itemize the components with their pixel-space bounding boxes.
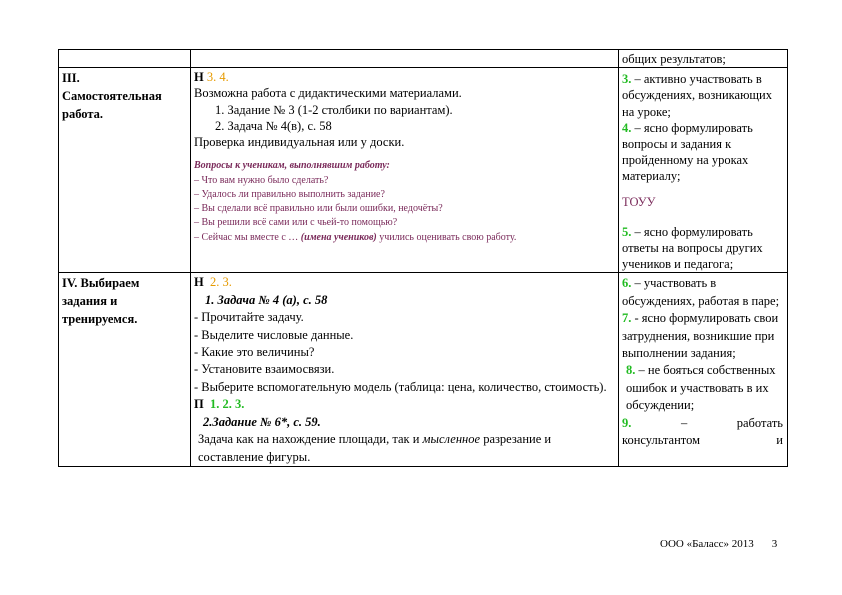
level-marker: Н [194, 70, 204, 85]
task-description: Задача как на нахождение площади, так и мысленное разрезание и составление фигуры. [198, 432, 552, 464]
stage-title-line: задания и [62, 294, 118, 309]
skill-item: 8. – не бояться собственных ошибок и участвовать в их обсуждении; [626, 363, 776, 413]
question-item: – Вы сделали всё правильно или были ошибки, недочёты? [194, 203, 443, 215]
table-row [59, 50, 788, 68]
check-text: Проверка индивидуальная или у доски. [194, 135, 405, 150]
instruction-line: - Какие это величины? [194, 345, 315, 360]
instruction-line: - Выберите вспомогательную модель (таблица: цена, количество, стоимость). [194, 379, 607, 394]
task-item: 2. Задача № 4(в), с. 58 [215, 118, 332, 133]
skill-item: 6. – участвовать в обсуждениях, работая в паре; [622, 276, 780, 308]
question-item: – Сейчас мы вместе с … (имена учеников) учились оценивать свою работу. [194, 231, 517, 243]
table-row [59, 273, 788, 466]
instruction-line: - Установите взаимосвязи. [194, 362, 335, 377]
questions-block [194, 159, 614, 245]
stage-number: III. [62, 71, 80, 86]
level-marker: П [194, 397, 204, 412]
skills-cell [619, 273, 788, 466]
task-item: 1. Задание № 3 (1-2 столбики по вариантам). [215, 102, 453, 117]
stage-cell-training [59, 273, 191, 466]
skill-item: 5. – ясно формулировать ответы на вопросы других учеников и педагога; [622, 224, 763, 272]
stage-title-line: работа. [62, 107, 104, 122]
skill-item: 9. – работать консультантом и [622, 415, 783, 448]
question-item: – Вы решили всё сами или с чьей-то помощью? [194, 217, 398, 229]
level-numbers: 2. 3. [209, 275, 232, 290]
skill-item: 7. - ясно формулировать свои затруднения, возникшие при выполнении задания; [622, 311, 779, 361]
page-number: 3 [771, 538, 778, 550]
cell-results [619, 50, 788, 68]
instruction-line: - Выделите числовые данные. [194, 327, 354, 342]
level-marker: Н [194, 275, 204, 290]
skills-cell [619, 68, 788, 273]
activity-cell [191, 273, 619, 466]
touu-label: ТОУУ [622, 194, 656, 209]
stage-cell-independent-work [59, 68, 191, 273]
skill-item: 3. – активно участвовать в обсуждениях, возникающих на уроке; [622, 72, 772, 119]
questions-title: Вопросы к ученикам, выполнявшим работу: [194, 160, 390, 172]
instruction-line: - Прочитайте задачу. [194, 310, 304, 325]
skill-item: 4. – ясно формулировать вопросы и задания к пройденному на уроках материалу; [622, 120, 753, 184]
question-item: – Удалось ли правильно выполнить задание? [194, 188, 385, 200]
stage-title-line: Самостоятельная [62, 89, 162, 104]
task-heading: 2.Задание № 6*, с. 59. [203, 414, 321, 429]
cell-empty [59, 50, 191, 68]
table-row [59, 68, 788, 273]
stage-title-line: IV. Выбираем [62, 276, 140, 291]
activity-cell [191, 68, 619, 273]
intro-text: Возможна работа с дидактическими материалами. [194, 86, 462, 101]
question-item: – Что вам нужно было сделать? [194, 174, 329, 186]
level-numbers: 1. 2. 3. [209, 397, 245, 412]
task-heading: 1. Задача № 4 (а), с. 58 [205, 292, 328, 307]
stage-title-line: тренируемся. [62, 312, 138, 327]
level-numbers: 3. 4. [206, 70, 229, 85]
footer-organization: ООО «Баласс» 2013 [660, 538, 754, 550]
page-footer [660, 538, 777, 550]
cell-empty [191, 50, 619, 68]
results-text: общих результатов; [622, 52, 726, 66]
lesson-plan-table [58, 49, 788, 467]
